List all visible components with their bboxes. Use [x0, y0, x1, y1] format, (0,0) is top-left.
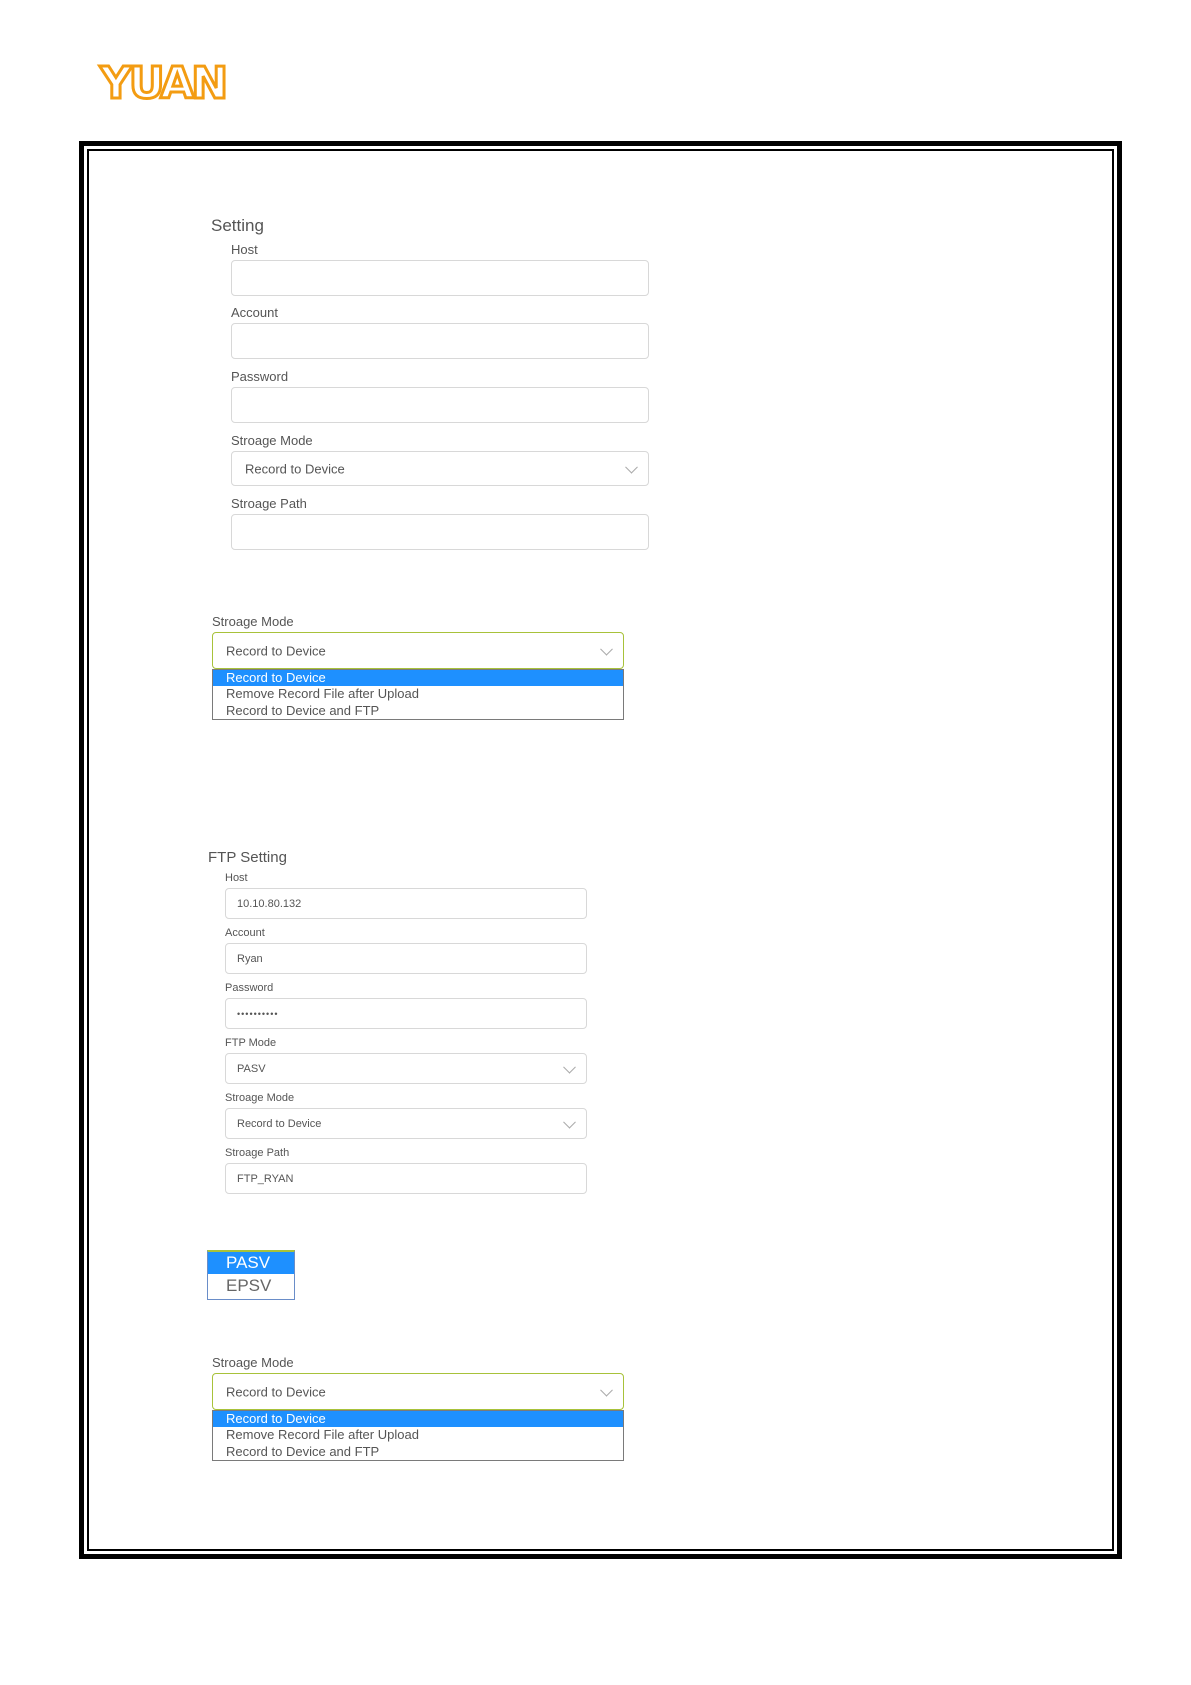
chevron-down-icon: [600, 1383, 613, 1396]
option-remove-after-upload[interactable]: Remove Record File after Upload: [226, 1427, 419, 1442]
storage-mode-label: Stroage Mode: [212, 614, 294, 629]
option-pasv[interactable]: PASV: [208, 1252, 294, 1274]
option-record-to-device[interactable]: Record to Device: [213, 1411, 623, 1427]
option-record-device-and-ftp[interactable]: Record to Device and FTP: [226, 703, 380, 718]
storage-mode-select[interactable]: Record to Device: [231, 451, 649, 486]
option-record-device-and-ftp[interactable]: Record to Device and FTP: [226, 1444, 380, 1459]
account-input[interactable]: [231, 323, 649, 359]
ftp-password-label: Password: [225, 982, 274, 994]
ftp-storage-mode-select[interactable]: Record to Device: [225, 1108, 587, 1139]
ftp-mode-select[interactable]: PASV: [225, 1053, 587, 1084]
setting-title: Setting: [211, 216, 264, 235]
host-label: Host: [231, 242, 258, 257]
password-label: Password: [231, 369, 289, 384]
storage-mode-options: [212, 669, 624, 720]
storage-mode-select-open[interactable]: Record to Device: [212, 1373, 624, 1410]
chevron-down-icon: [600, 642, 613, 655]
storage-mode-label: Stroage Mode: [231, 433, 313, 448]
option-epsv[interactable]: EPSV: [226, 1276, 272, 1295]
option-remove-after-upload[interactable]: Remove Record File after Upload: [226, 686, 419, 701]
ftp-storage-mode-label: Stroage Mode: [225, 1092, 295, 1104]
storage-mode-options: [212, 1410, 624, 1461]
ftp-mode-label: FTP Mode: [225, 1037, 277, 1049]
ftp-host-label: Host: [225, 872, 248, 884]
ftp-password-input[interactable]: ••••••••••: [225, 998, 587, 1029]
password-input[interactable]: [231, 387, 649, 423]
ftp-account-input[interactable]: Ryan: [225, 943, 587, 974]
chevron-down-icon: [563, 1060, 576, 1073]
storage-path-input[interactable]: [231, 514, 649, 550]
ftp-storage-path-input[interactable]: FTP_RYAN: [225, 1163, 587, 1194]
storage-mode-select-open[interactable]: Record to Device: [212, 632, 624, 669]
account-label: Account: [231, 305, 278, 320]
host-input[interactable]: [231, 260, 649, 296]
chevron-down-icon: [625, 460, 638, 473]
chevron-down-icon: [563, 1115, 576, 1128]
storage-mode-label: Stroage Mode: [212, 1355, 294, 1370]
ftp-account-label: Account: [225, 927, 265, 939]
option-record-to-device[interactable]: Record to Device: [213, 670, 623, 686]
storage-path-label: Stroage Path: [231, 496, 307, 511]
ftp-host-input[interactable]: 10.10.80.132: [225, 888, 587, 919]
ftp-setting-title: FTP Setting: [208, 849, 287, 866]
ftp-mode-options: [207, 1250, 295, 1300]
yuan-logo: YUAN: [100, 58, 226, 109]
ftp-storage-path-label: Stroage Path: [225, 1147, 290, 1159]
